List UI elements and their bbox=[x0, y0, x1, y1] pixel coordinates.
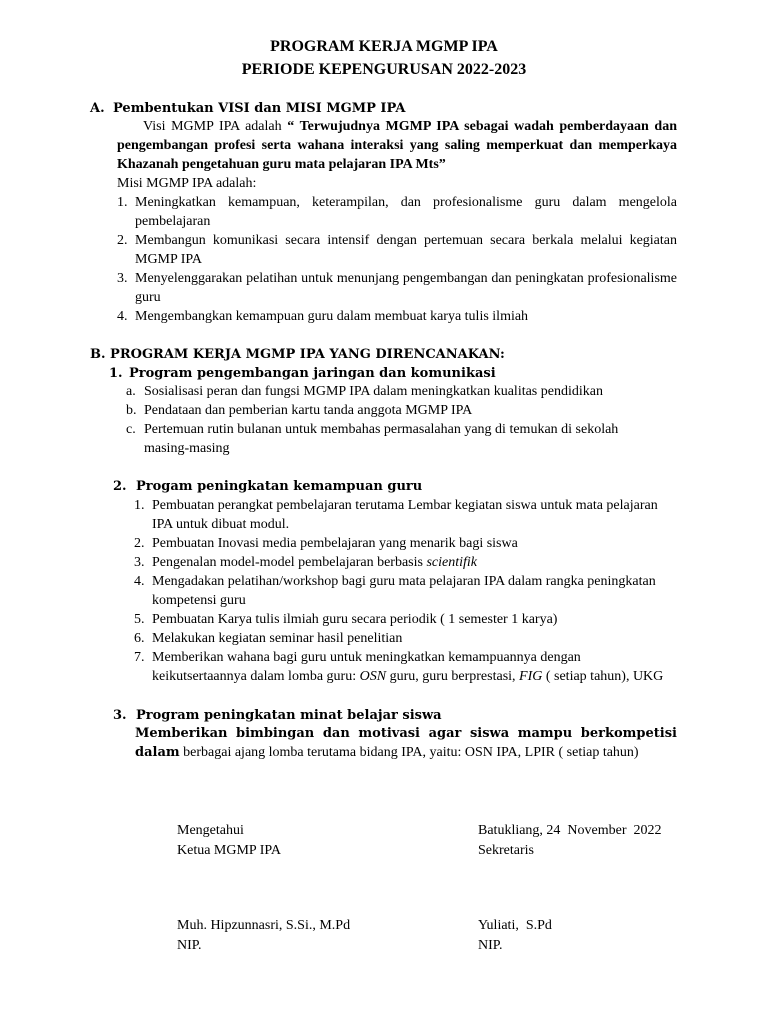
section-a-heading: Pembentukan VISI dan MISI MGMP IPA bbox=[113, 101, 406, 116]
list-item-text: Melakukan kegiatan seminar hasil penelitian bbox=[152, 631, 403, 646]
list-item-text: ( setiap tahun), UKG bbox=[545, 669, 664, 684]
program1-title: Program pengembangan jaringan dan komunikasi bbox=[129, 366, 496, 381]
list-item-italic-term: OSN bbox=[359, 669, 387, 684]
visi-intro: Visi MGMP IPA adalah bbox=[143, 119, 282, 134]
program3-marker: 3. bbox=[113, 708, 127, 723]
list-item-text: Pendataan dan pemberian kartu tanda anggota MGMP IPA bbox=[144, 403, 473, 418]
list-item-italic-term: FIG bbox=[519, 669, 543, 684]
list-item-number: 4. bbox=[134, 574, 145, 589]
list-item bbox=[126, 420, 666, 458]
signature-left-nip: NIP. bbox=[177, 938, 202, 953]
program2-marker: 2. bbox=[113, 479, 127, 494]
list-item bbox=[134, 496, 677, 534]
list-item-text: Pengenalan model-model pembelajaran berbasis bbox=[152, 555, 423, 570]
document-title-line2: PERIODE KEPENGURUSAN 2022-2023 bbox=[241, 61, 527, 78]
signature-right-name: Yuliati, S.Pd bbox=[478, 918, 552, 933]
signature-right-nip: NIP. bbox=[478, 938, 503, 953]
visi-paragraph bbox=[117, 117, 677, 174]
list-item-text: Memberikan wahana bagi guru untuk meningkatkan kemampuannya dengan keikutsertaannya dalam lomba guru: bbox=[152, 650, 581, 684]
list-item-text: Pertemuan rutin bulanan untuk membahas permasalahan yang di temukan di sekolah masing-masing bbox=[144, 422, 619, 456]
misi-intro: Misi MGMP IPA adalah: bbox=[117, 176, 257, 191]
list-item-number: 4. bbox=[117, 309, 128, 324]
list-item-text: guru, guru berprestasi, bbox=[389, 669, 516, 684]
list-item-number: 3. bbox=[117, 271, 128, 286]
list-item-text: Meningkatkan kemampuan, keterampilan, dan profesionalisme guru dalam mengelola pembelajaran bbox=[135, 195, 677, 229]
list-item bbox=[117, 269, 677, 307]
list-item bbox=[134, 534, 677, 553]
list-item-text: Pembuatan perangkat pembelajaran terutama Lembar kegiatan siswa untuk mata pelajaran IPA untuk dibuat modul. bbox=[152, 498, 658, 532]
misi-list bbox=[117, 193, 677, 326]
list-item bbox=[134, 553, 677, 572]
list-item-text: Pembuatan Karya tulis ilmiah guru secara periodik ( 1 semester 1 karya) bbox=[152, 612, 558, 627]
list-item-number: 2. bbox=[134, 536, 145, 551]
list-item-text: Menyelenggarakan pelatihan untuk menunjang pengembangan dan peningkatan profesionalisme guru bbox=[135, 271, 677, 305]
signature-left-label2: Ketua MGMP IPA bbox=[177, 843, 281, 858]
document-title-line1: PROGRAM KERJA MGMP IPA bbox=[270, 38, 498, 55]
program1-list bbox=[126, 382, 666, 458]
list-item bbox=[134, 629, 677, 648]
section-a-marker: A. bbox=[90, 101, 105, 116]
program1-marker: 1. bbox=[109, 366, 123, 381]
list-item-number: 5. bbox=[134, 612, 145, 627]
list-item bbox=[126, 382, 666, 401]
list-item-number: 1. bbox=[117, 195, 128, 210]
section-b-heading: B. PROGRAM KERJA MGMP IPA YANG DIRENCANAKAN: bbox=[90, 347, 505, 362]
list-item-italic-term: scientifik bbox=[426, 555, 478, 570]
list-item-number: 7. bbox=[134, 650, 145, 665]
list-item-number: 3. bbox=[134, 555, 145, 570]
list-item-number: 2. bbox=[117, 233, 128, 248]
list-item-text: Mengembangkan kemampuan guru dalam membuat karya tulis ilmiah bbox=[135, 309, 529, 324]
list-item bbox=[117, 307, 677, 326]
list-item-letter: a. bbox=[126, 384, 136, 399]
list-item bbox=[134, 610, 677, 629]
list-item-letter: c. bbox=[126, 422, 136, 437]
list-item bbox=[134, 572, 677, 610]
list-item-number: 6. bbox=[134, 631, 145, 646]
list-item bbox=[126, 401, 666, 420]
list-item-text: Membangun komunikasi secara intensif dengan pertemuan secara berkala melalui kegiatan MGMP IPA bbox=[135, 233, 677, 267]
signature-left-label1: Mengetahui bbox=[177, 823, 244, 838]
list-item-text: Mengadakan pelatihan/workshop bagi guru mata pelajaran IPA dalam rangka peningkatan kompetensi guru bbox=[152, 574, 670, 608]
list-item-letter: b. bbox=[126, 403, 137, 418]
list-item-text: Sosialisasi peran dan fungsi MGMP IPA dalam meningkatkan kualitas pendidikan bbox=[144, 384, 603, 399]
program2-list bbox=[134, 496, 677, 686]
list-item-text: Pembuatan Inovasi media pembelajaran yang menarik bagi siswa bbox=[152, 536, 518, 551]
program2-title: Progam peningkatan kemampuan guru bbox=[136, 479, 423, 494]
list-item-number: 1. bbox=[134, 498, 145, 513]
program3-text: berbagai ajang lomba terutama bidang IPA, yaitu: OSN IPA, LPIR ( setiap tahun) bbox=[183, 745, 639, 760]
visi-statement: “ Terwujudnya MGMP IPA sebagai wadah pemberdayaan dan pengembangan profesi serta wahana interaksi yang saling memperkuat dan memperkaya Khazanah pengetahuan guru mata pelajaran IPA Mts” bbox=[117, 119, 677, 172]
signature-right-label2: Sekretaris bbox=[478, 843, 534, 858]
signature-left-name: Muh. Hipzunnasri, S.Si., M.Pd bbox=[177, 918, 351, 933]
signature-right-label1: Batukliang, 24 November 2022 bbox=[478, 823, 662, 838]
program3-title: Program peningkatan minat belajar siswa bbox=[136, 708, 442, 723]
program3-paragraph bbox=[135, 724, 677, 762]
list-item bbox=[134, 648, 677, 686]
program3-bold-text: Memberikan bimbingan dan motivasi agar siswa mampu berkompetisi dalam bbox=[135, 726, 677, 760]
list-item bbox=[117, 231, 677, 269]
list-item bbox=[117, 193, 677, 231]
